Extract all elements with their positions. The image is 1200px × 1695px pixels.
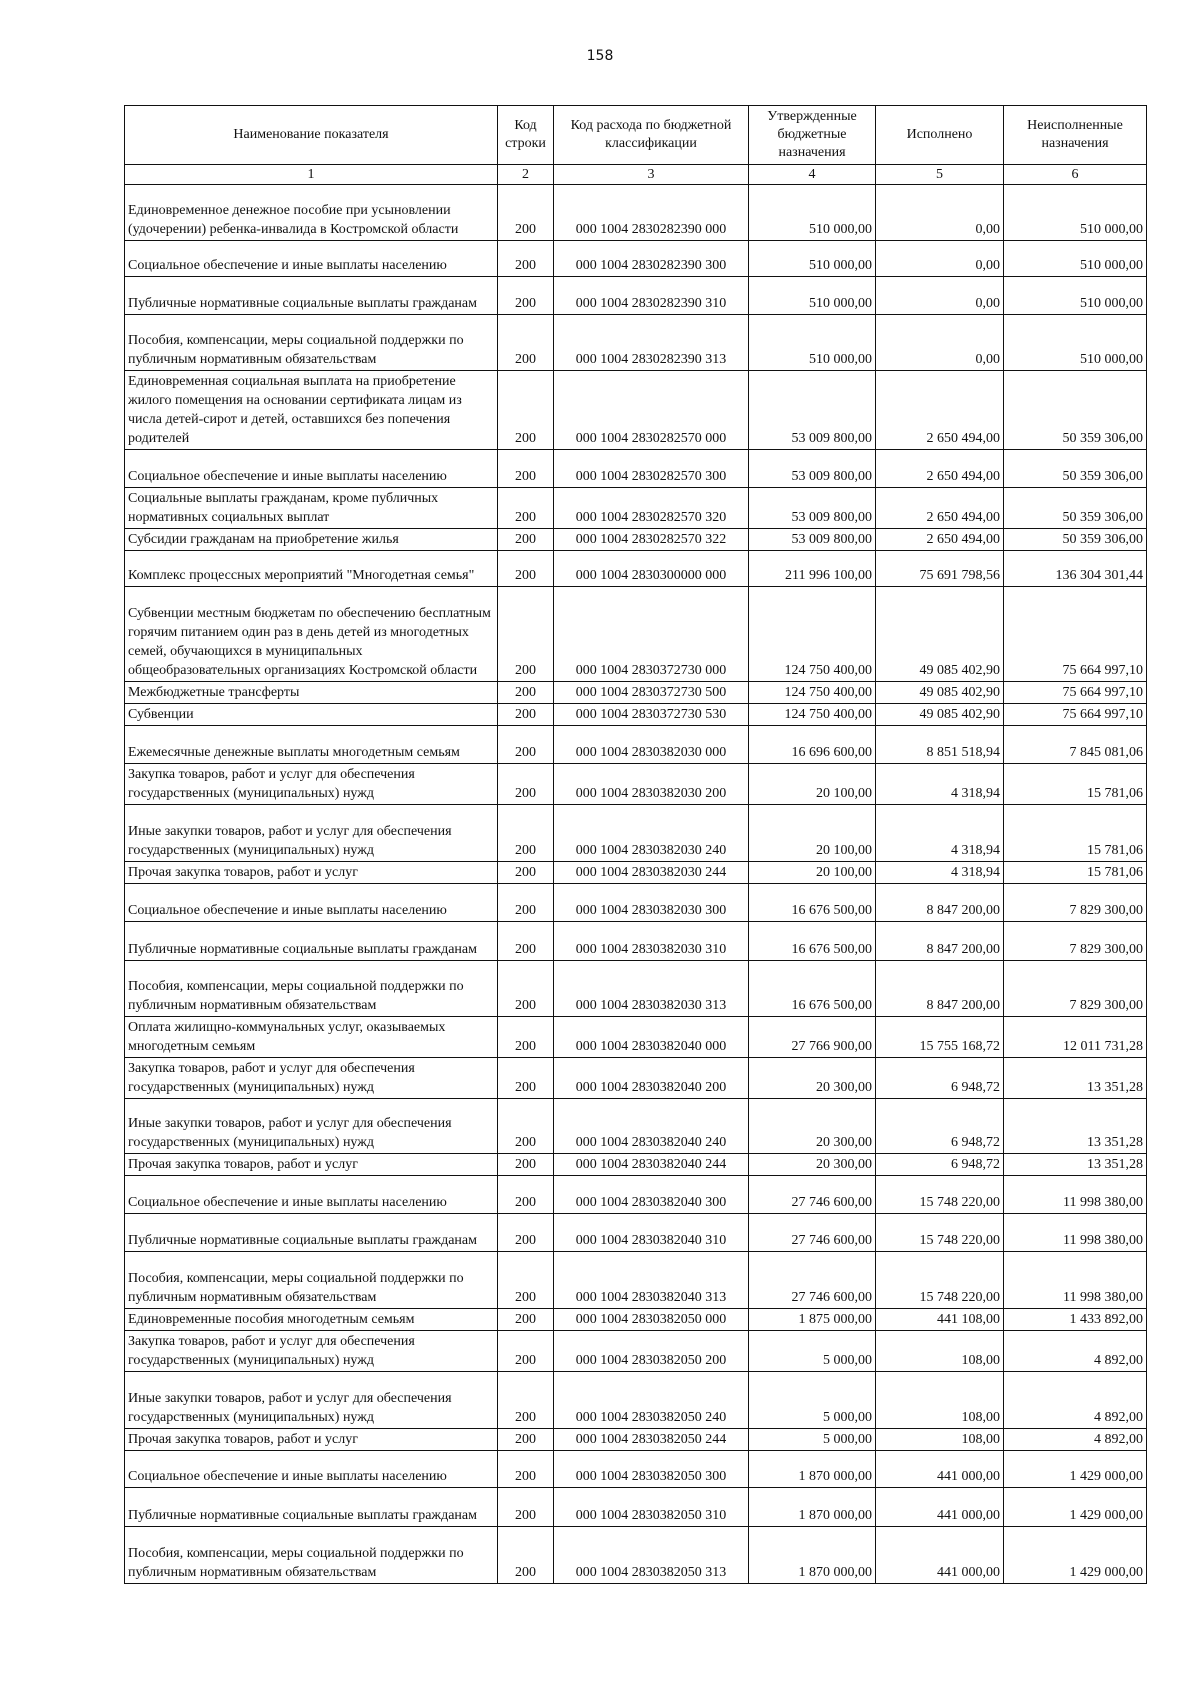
cell-approved-amount: 27 746 600,00: [749, 1252, 876, 1309]
cell-line-code: 200: [498, 1429, 554, 1451]
cell-executed-amount: 49 085 402,90: [876, 587, 1004, 682]
cell-line-code: 200: [498, 1451, 554, 1488]
table-row: [125, 884, 1147, 922]
table-row: [125, 1488, 1147, 1527]
cell-indicator-name: Пособия, компенсации, меры социальной поддержки по публичным нормативным обязательствам: [125, 1527, 498, 1584]
table-row: [125, 1058, 1147, 1099]
table-row: [125, 1099, 1147, 1154]
cell-approved-amount: 211 996 100,00: [749, 551, 876, 587]
table-row: [125, 726, 1147, 764]
cell-classification-code: 000 1004 2830372730 530: [554, 704, 749, 726]
cell-unexecuted-amount: 13 351,28: [1004, 1058, 1147, 1099]
cell-executed-amount: 4 318,94: [876, 805, 1004, 862]
cell-unexecuted-amount: 4 892,00: [1004, 1429, 1147, 1451]
cell-classification-code: 000 1004 2830282390 313: [554, 315, 749, 371]
cell-indicator-name: Социальное обеспечение и иные выплаты населению: [125, 1451, 498, 1488]
cell-indicator-name: Иные закупки товаров, работ и услуг для обеспечения государственных (муниципальных) нужд: [125, 1099, 498, 1154]
cell-executed-amount: 15 748 220,00: [876, 1176, 1004, 1214]
cell-indicator-name: Социальное обеспечение и иные выплаты населению: [125, 1176, 498, 1214]
table-row: [125, 805, 1147, 862]
table-row: [125, 1372, 1147, 1429]
table-row: [125, 529, 1147, 551]
cell-approved-amount: 27 766 900,00: [749, 1017, 876, 1058]
cell-indicator-name: Прочая закупка товаров, работ и услуг: [125, 1154, 498, 1176]
cell-line-code: 200: [498, 682, 554, 704]
cell-approved-amount: 124 750 400,00: [749, 682, 876, 704]
cell-approved-amount: 16 676 500,00: [749, 961, 876, 1017]
table-row: [125, 315, 1147, 371]
cell-classification-code: 000 1004 2830282390 000: [554, 185, 749, 241]
cell-line-code: 200: [498, 726, 554, 764]
cell-executed-amount: 2 650 494,00: [876, 488, 1004, 529]
cell-approved-amount: 510 000,00: [749, 315, 876, 371]
cell-executed-amount: 0,00: [876, 277, 1004, 315]
cell-unexecuted-amount: 1 429 000,00: [1004, 1527, 1147, 1584]
cell-classification-code: 000 1004 2830382040 300: [554, 1176, 749, 1214]
table-row: [125, 1309, 1147, 1331]
cell-approved-amount: 20 100,00: [749, 862, 876, 884]
cell-unexecuted-amount: 50 359 306,00: [1004, 450, 1147, 488]
header-line-code: Код строки: [498, 106, 554, 165]
cell-classification-code: 000 1004 2830382030 240: [554, 805, 749, 862]
cell-line-code: 200: [498, 241, 554, 277]
cell-executed-amount: 75 691 798,56: [876, 551, 1004, 587]
table-body: [125, 185, 1147, 1584]
cell-line-code: 200: [498, 764, 554, 805]
cell-line-code: 200: [498, 371, 554, 450]
cell-approved-amount: 5 000,00: [749, 1372, 876, 1429]
cell-line-code: 200: [498, 450, 554, 488]
cell-unexecuted-amount: 15 781,06: [1004, 862, 1147, 884]
cell-classification-code: 000 1004 2830300000 000: [554, 551, 749, 587]
cell-line-code: 200: [498, 1017, 554, 1058]
cell-indicator-name: Субвенции местным бюджетам по обеспечению бесплатным горячим питанием один раз в день детей из многодетных семей, обучающихся в муниципальных общеобразовательных организациях Костромской области: [125, 587, 498, 682]
cell-indicator-name: Субвенции: [125, 704, 498, 726]
cell-unexecuted-amount: 50 359 306,00: [1004, 488, 1147, 529]
cell-approved-amount: 510 000,00: [749, 185, 876, 241]
cell-approved-amount: 16 696 600,00: [749, 726, 876, 764]
cell-classification-code: 000 1004 2830382050 310: [554, 1488, 749, 1527]
cell-line-code: 200: [498, 1099, 554, 1154]
header-classification-code: Код расхода по бюджетной классификации: [554, 106, 749, 165]
cell-indicator-name: Закупка товаров, работ и услуг для обеспечения государственных (муниципальных) нужд: [125, 1331, 498, 1372]
cell-indicator-name: Иные закупки товаров, работ и услуг для обеспечения государственных (муниципальных) нужд: [125, 1372, 498, 1429]
cell-executed-amount: 8 851 518,94: [876, 726, 1004, 764]
table-row: [125, 764, 1147, 805]
column-number: 5: [876, 165, 1004, 185]
table-row: [125, 450, 1147, 488]
cell-classification-code: 000 1004 2830382040 000: [554, 1017, 749, 1058]
table-row: [125, 551, 1147, 587]
cell-approved-amount: 1 870 000,00: [749, 1488, 876, 1527]
cell-indicator-name: Закупка товаров, работ и услуг для обеспечения государственных (муниципальных) нужд: [125, 764, 498, 805]
cell-approved-amount: 53 009 800,00: [749, 529, 876, 551]
cell-line-code: 200: [498, 315, 554, 371]
cell-unexecuted-amount: 11 998 380,00: [1004, 1176, 1147, 1214]
cell-indicator-name: Иные закупки товаров, работ и услуг для обеспечения государственных (муниципальных) нужд: [125, 805, 498, 862]
table-row: [125, 1331, 1147, 1372]
cell-classification-code: 000 1004 2830382050 244: [554, 1429, 749, 1451]
cell-line-code: 200: [498, 862, 554, 884]
cell-unexecuted-amount: 12 011 731,28: [1004, 1017, 1147, 1058]
cell-unexecuted-amount: 136 304 301,44: [1004, 551, 1147, 587]
table-row: [125, 1154, 1147, 1176]
cell-unexecuted-amount: 4 892,00: [1004, 1331, 1147, 1372]
cell-unexecuted-amount: 13 351,28: [1004, 1099, 1147, 1154]
column-number: 4: [749, 165, 876, 185]
cell-unexecuted-amount: 13 351,28: [1004, 1154, 1147, 1176]
cell-line-code: 200: [498, 1331, 554, 1372]
cell-executed-amount: 8 847 200,00: [876, 922, 1004, 961]
cell-unexecuted-amount: 50 359 306,00: [1004, 371, 1147, 450]
cell-unexecuted-amount: 15 781,06: [1004, 764, 1147, 805]
cell-unexecuted-amount: 75 664 997,10: [1004, 704, 1147, 726]
cell-line-code: 200: [498, 884, 554, 922]
cell-line-code: 200: [498, 1488, 554, 1527]
cell-indicator-name: Субсидии гражданам на приобретение жилья: [125, 529, 498, 551]
column-number: 2: [498, 165, 554, 185]
table-row: [125, 1214, 1147, 1252]
cell-approved-amount: 53 009 800,00: [749, 450, 876, 488]
cell-classification-code: 000 1004 2830382050 240: [554, 1372, 749, 1429]
cell-approved-amount: 20 300,00: [749, 1154, 876, 1176]
cell-approved-amount: 5 000,00: [749, 1429, 876, 1451]
cell-line-code: 200: [498, 805, 554, 862]
column-number: 6: [1004, 165, 1147, 185]
cell-classification-code: 000 1004 2830382030 313: [554, 961, 749, 1017]
table-row: [125, 241, 1147, 277]
cell-line-code: 200: [498, 1252, 554, 1309]
table-row: [125, 1252, 1147, 1309]
cell-executed-amount: 0,00: [876, 185, 1004, 241]
cell-executed-amount: 6 948,72: [876, 1154, 1004, 1176]
cell-indicator-name: Единовременная социальная выплата на приобретение жилого помещения на основании сертификата лицам из числа детей-сирот и детей, оставшихся без попечения родителей: [125, 371, 498, 450]
cell-classification-code: 000 1004 2830382040 310: [554, 1214, 749, 1252]
cell-unexecuted-amount: 7 829 300,00: [1004, 961, 1147, 1017]
table-row: [125, 1429, 1147, 1451]
cell-unexecuted-amount: 510 000,00: [1004, 315, 1147, 371]
table-row: [125, 682, 1147, 704]
cell-indicator-name: Социальное обеспечение и иные выплаты населению: [125, 884, 498, 922]
cell-executed-amount: 15 748 220,00: [876, 1214, 1004, 1252]
cell-executed-amount: 15 748 220,00: [876, 1252, 1004, 1309]
cell-classification-code: 000 1004 2830382050 200: [554, 1331, 749, 1372]
cell-classification-code: 000 1004 2830382030 200: [554, 764, 749, 805]
cell-unexecuted-amount: 50 359 306,00: [1004, 529, 1147, 551]
cell-classification-code: 000 1004 2830372730 000: [554, 587, 749, 682]
cell-line-code: 200: [498, 1309, 554, 1331]
cell-classification-code: 000 1004 2830372730 500: [554, 682, 749, 704]
cell-approved-amount: 124 750 400,00: [749, 704, 876, 726]
cell-executed-amount: 6 948,72: [876, 1058, 1004, 1099]
cell-classification-code: 000 1004 2830382030 310: [554, 922, 749, 961]
cell-unexecuted-amount: 7 845 081,06: [1004, 726, 1147, 764]
cell-executed-amount: 2 650 494,00: [876, 529, 1004, 551]
cell-classification-code: 000 1004 2830382050 300: [554, 1451, 749, 1488]
cell-line-code: 200: [498, 277, 554, 315]
cell-indicator-name: Пособия, компенсации, меры социальной поддержки по публичным нормативным обязательствам: [125, 315, 498, 371]
cell-line-code: 200: [498, 1214, 554, 1252]
cell-indicator-name: Публичные нормативные социальные выплаты гражданам: [125, 1488, 498, 1527]
cell-unexecuted-amount: 510 000,00: [1004, 277, 1147, 315]
cell-line-code: 200: [498, 704, 554, 726]
header-unexecuted: Неисполненные назначения: [1004, 106, 1147, 165]
cell-unexecuted-amount: 1 429 000,00: [1004, 1488, 1147, 1527]
cell-indicator-name: Социальное обеспечение и иные выплаты населению: [125, 241, 498, 277]
cell-indicator-name: Публичные нормативные социальные выплаты гражданам: [125, 277, 498, 315]
cell-indicator-name: Пособия, компенсации, меры социальной поддержки по публичным нормативным обязательствам: [125, 961, 498, 1017]
cell-line-code: 200: [498, 529, 554, 551]
table-row: [125, 1527, 1147, 1584]
cell-executed-amount: 15 755 168,72: [876, 1017, 1004, 1058]
cell-unexecuted-amount: 4 892,00: [1004, 1372, 1147, 1429]
cell-unexecuted-amount: 11 998 380,00: [1004, 1252, 1147, 1309]
cell-classification-code: 000 1004 2830382040 313: [554, 1252, 749, 1309]
cell-indicator-name: Единовременное денежное пособие при усыновлении (удочерении) ребенка-инвалида в Костромской области: [125, 185, 498, 241]
cell-classification-code: 000 1004 2830282390 310: [554, 277, 749, 315]
cell-executed-amount: 108,00: [876, 1331, 1004, 1372]
cell-executed-amount: 0,00: [876, 315, 1004, 371]
cell-classification-code: 000 1004 2830382050 000: [554, 1309, 749, 1331]
cell-classification-code: 000 1004 2830282390 300: [554, 241, 749, 277]
page-number: 158: [586, 48, 614, 64]
cell-approved-amount: 1 875 000,00: [749, 1309, 876, 1331]
cell-line-code: 200: [498, 551, 554, 587]
cell-executed-amount: 8 847 200,00: [876, 961, 1004, 1017]
table-row: [125, 277, 1147, 315]
cell-unexecuted-amount: 7 829 300,00: [1004, 884, 1147, 922]
cell-approved-amount: 27 746 600,00: [749, 1176, 876, 1214]
cell-executed-amount: 49 085 402,90: [876, 682, 1004, 704]
cell-unexecuted-amount: 75 664 997,10: [1004, 682, 1147, 704]
cell-indicator-name: Ежемесячные денежные выплаты многодетным семьям: [125, 726, 498, 764]
cell-approved-amount: 20 300,00: [749, 1099, 876, 1154]
cell-approved-amount: 510 000,00: [749, 241, 876, 277]
cell-indicator-name: Комплекс процессных мероприятий "Многодетная семья": [125, 551, 498, 587]
cell-approved-amount: 124 750 400,00: [749, 587, 876, 682]
table-row: [125, 961, 1147, 1017]
cell-line-code: 200: [498, 488, 554, 529]
cell-indicator-name: Социальные выплаты гражданам, кроме публичных нормативных социальных выплат: [125, 488, 498, 529]
header-indicator-name: Наименование показателя: [125, 106, 498, 165]
cell-executed-amount: 0,00: [876, 241, 1004, 277]
column-number: 3: [554, 165, 749, 185]
cell-classification-code: 000 1004 2830282570 300: [554, 450, 749, 488]
table-row: [125, 1451, 1147, 1488]
cell-executed-amount: 441 000,00: [876, 1488, 1004, 1527]
cell-approved-amount: 16 676 500,00: [749, 884, 876, 922]
cell-indicator-name: Закупка товаров, работ и услуг для обеспечения государственных (муниципальных) нужд: [125, 1058, 498, 1099]
budget-report-table: [124, 105, 1147, 1584]
cell-classification-code: 000 1004 2830382040 200: [554, 1058, 749, 1099]
cell-unexecuted-amount: 15 781,06: [1004, 805, 1147, 862]
header-executed: Исполнено: [876, 106, 1004, 165]
cell-classification-code: 000 1004 2830382050 313: [554, 1527, 749, 1584]
cell-executed-amount: 4 318,94: [876, 862, 1004, 884]
cell-classification-code: 000 1004 2830382040 240: [554, 1099, 749, 1154]
table-header: [125, 106, 1147, 185]
cell-indicator-name: Публичные нормативные социальные выплаты гражданам: [125, 1214, 498, 1252]
cell-indicator-name: Социальное обеспечение и иные выплаты населению: [125, 450, 498, 488]
cell-executed-amount: 441 108,00: [876, 1309, 1004, 1331]
cell-approved-amount: 16 676 500,00: [749, 922, 876, 961]
cell-classification-code: 000 1004 2830382040 244: [554, 1154, 749, 1176]
cell-unexecuted-amount: 1 433 892,00: [1004, 1309, 1147, 1331]
cell-approved-amount: 1 870 000,00: [749, 1451, 876, 1488]
cell-approved-amount: 20 300,00: [749, 1058, 876, 1099]
cell-line-code: 200: [498, 587, 554, 682]
cell-executed-amount: 4 318,94: [876, 764, 1004, 805]
cell-classification-code: 000 1004 2830282570 000: [554, 371, 749, 450]
table-row: [125, 1017, 1147, 1058]
header-approved: Утвержденные бюджетные назначения: [749, 106, 876, 165]
table-row: [125, 1176, 1147, 1214]
cell-unexecuted-amount: 1 429 000,00: [1004, 1451, 1147, 1488]
cell-unexecuted-amount: 11 998 380,00: [1004, 1214, 1147, 1252]
table-row: [125, 587, 1147, 682]
cell-line-code: 200: [498, 922, 554, 961]
cell-line-code: 200: [498, 1176, 554, 1214]
cell-unexecuted-amount: 510 000,00: [1004, 241, 1147, 277]
table-row: [125, 704, 1147, 726]
cell-approved-amount: 27 746 600,00: [749, 1214, 876, 1252]
cell-unexecuted-amount: 510 000,00: [1004, 185, 1147, 241]
cell-approved-amount: 20 100,00: [749, 805, 876, 862]
cell-indicator-name: Прочая закупка товаров, работ и услуг: [125, 1429, 498, 1451]
cell-line-code: 200: [498, 1527, 554, 1584]
cell-executed-amount: 441 000,00: [876, 1527, 1004, 1584]
cell-indicator-name: Оплата жилищно-коммунальных услуг, оказываемых многодетным семьям: [125, 1017, 498, 1058]
cell-unexecuted-amount: 75 664 997,10: [1004, 587, 1147, 682]
cell-indicator-name: Прочая закупка товаров, работ и услуг: [125, 862, 498, 884]
cell-line-code: 200: [498, 185, 554, 241]
cell-approved-amount: 53 009 800,00: [749, 488, 876, 529]
cell-executed-amount: 2 650 494,00: [876, 371, 1004, 450]
cell-line-code: 200: [498, 1154, 554, 1176]
cell-executed-amount: 108,00: [876, 1429, 1004, 1451]
cell-classification-code: 000 1004 2830382030 000: [554, 726, 749, 764]
cell-approved-amount: 1 870 000,00: [749, 1527, 876, 1584]
table-row: [125, 862, 1147, 884]
cell-classification-code: 000 1004 2830382030 244: [554, 862, 749, 884]
table-row: [125, 371, 1147, 450]
cell-unexecuted-amount: 7 829 300,00: [1004, 922, 1147, 961]
cell-approved-amount: 20 100,00: [749, 764, 876, 805]
table-row: [125, 488, 1147, 529]
cell-indicator-name: Межбюджетные трансферты: [125, 682, 498, 704]
cell-executed-amount: 8 847 200,00: [876, 884, 1004, 922]
cell-approved-amount: 53 009 800,00: [749, 371, 876, 450]
cell-approved-amount: 5 000,00: [749, 1331, 876, 1372]
cell-classification-code: 000 1004 2830382030 300: [554, 884, 749, 922]
table-row: [125, 185, 1147, 241]
cell-classification-code: 000 1004 2830282570 320: [554, 488, 749, 529]
cell-executed-amount: 6 948,72: [876, 1099, 1004, 1154]
table-row: [125, 922, 1147, 961]
cell-executed-amount: 2 650 494,00: [876, 450, 1004, 488]
cell-indicator-name: Пособия, компенсации, меры социальной поддержки по публичным нормативным обязательствам: [125, 1252, 498, 1309]
cell-approved-amount: 510 000,00: [749, 277, 876, 315]
cell-indicator-name: Публичные нормативные социальные выплаты гражданам: [125, 922, 498, 961]
cell-classification-code: 000 1004 2830282570 322: [554, 529, 749, 551]
cell-executed-amount: 441 000,00: [876, 1451, 1004, 1488]
cell-line-code: 200: [498, 961, 554, 1017]
cell-line-code: 200: [498, 1058, 554, 1099]
cell-line-code: 200: [498, 1372, 554, 1429]
cell-executed-amount: 108,00: [876, 1372, 1004, 1429]
cell-indicator-name: Единовременные пособия многодетным семьям: [125, 1309, 498, 1331]
cell-executed-amount: 49 085 402,90: [876, 704, 1004, 726]
column-number: 1: [125, 165, 498, 185]
